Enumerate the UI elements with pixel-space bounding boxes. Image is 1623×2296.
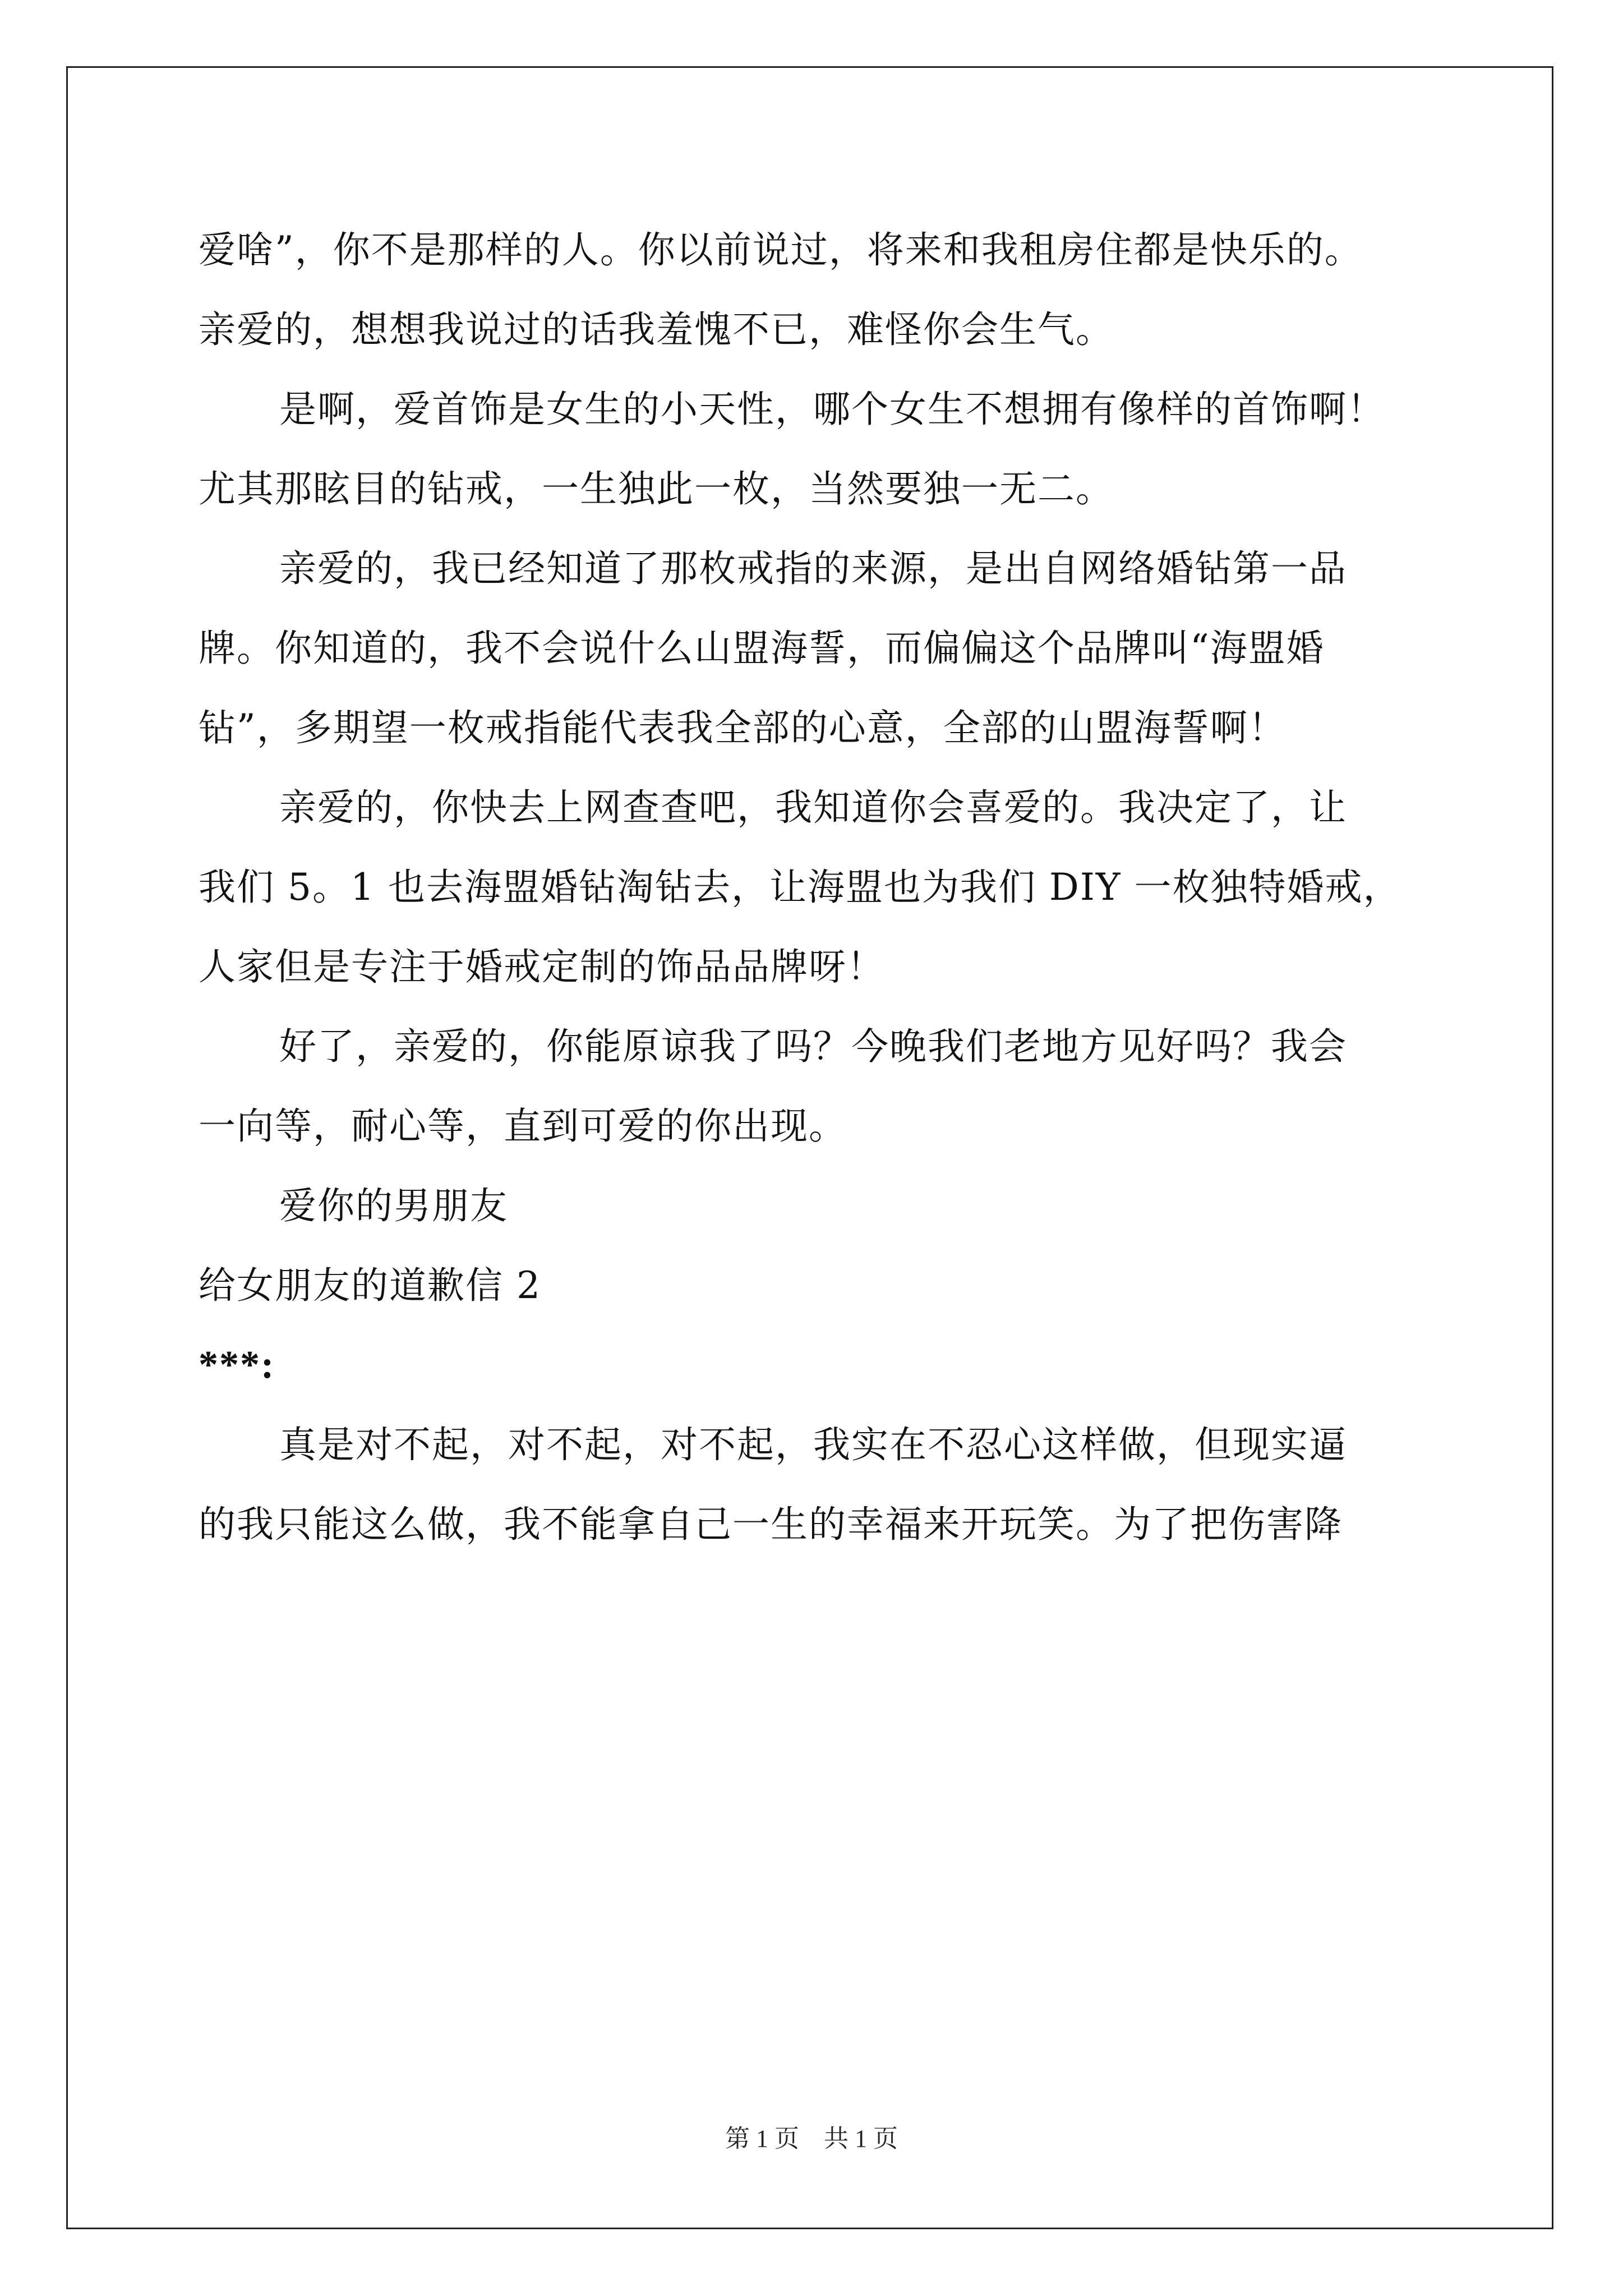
section-heading: 给女朋友的道歉信 2 — [199, 1264, 541, 1307]
body-line-2: 亲爱的，想想我说过的话我羞愧不已，难怪你会生气。 — [199, 308, 1114, 351]
salutation-line: ***: — [199, 1343, 275, 1387]
signature-line: 爱你的男朋友 — [279, 1184, 508, 1227]
body-line-13: 真是对不起，对不起，对不起，我实在不忍心这样做，但现实逼 — [279, 1423, 1347, 1466]
body-line-3: 是啊，爱首饰是女生的小天性，哪个女生不想拥有像样的首饰啊！ — [279, 388, 1385, 431]
body-line-8: 亲爱的，你快去上网查查吧，我知道你会喜爱的。我决定了，让 — [279, 786, 1347, 829]
body-line-7: 钻”，多期望一枚戒指能代表我全部的心意，全部的山盟海誓啊！ — [199, 706, 1287, 749]
body-line-1: 爱啥”，你不是那样的人。你以前说过，将来和我租房住都是快乐的。 — [199, 228, 1363, 272]
body-line-6: 牌。你知道的，我不会说什么山盟海誓，而偏偏这个品牌叫“海盟婚 — [199, 627, 1325, 670]
body-line-12: 一向等，耐心等，直到可爱的你出现。 — [199, 1105, 847, 1148]
body-line-4: 尤其那眩目的钻戒，一生独此一枚，当然要独一无二。 — [199, 467, 1114, 510]
page-footer: 第 1 页 共 1 页 — [725, 2125, 898, 2152]
body-line-5: 亲爱的，我已经知道了那枚戒指的来源，是出自网络婚钻第一品 — [279, 547, 1347, 590]
body-line-11: 好了，亲爱的，你能原谅我了吗？今晚我们老地方见好吗？我会 — [279, 1025, 1347, 1068]
body-line-14: 的我只能这么做，我不能拿自己一生的幸福来开玩笑。为了把伤害降 — [199, 1503, 1343, 1546]
body-line-9: 我们 5。1 也去海盟婚钻淘钻去，让海盟也为我们 DIY 一枚独特婚戒， — [199, 866, 1401, 909]
body-line-10: 人家但是专注于婚戒定制的饰品品牌呀！ — [199, 945, 885, 988]
